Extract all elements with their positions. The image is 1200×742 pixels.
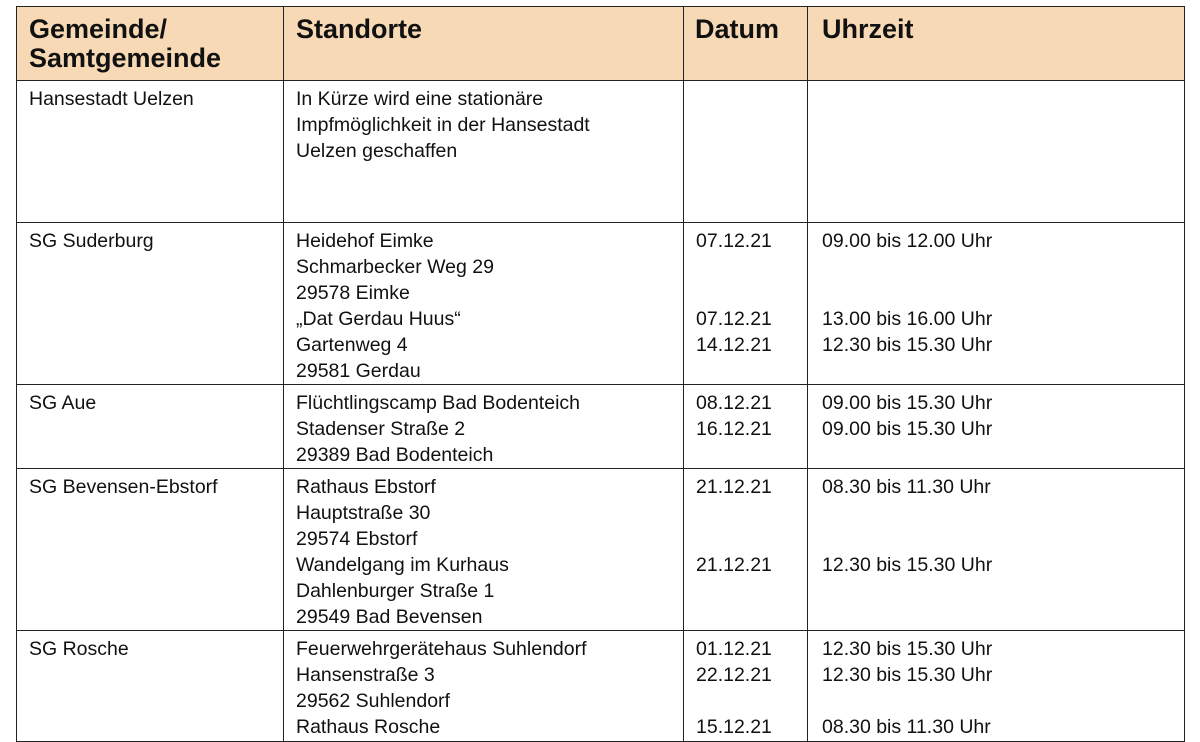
datum-line <box>696 254 807 280</box>
uhrzeit-line: 12.30 bis 15.30 Uhr <box>822 554 993 576</box>
standort-line: Gartenweg 4 <box>296 334 408 356</box>
uhrzeit-line <box>822 86 1184 112</box>
cell-standorte <box>284 631 684 742</box>
standort-line: In Kürze wird eine stationäre <box>296 88 544 110</box>
uhrzeit-line <box>822 358 1184 384</box>
datum-line <box>696 500 807 526</box>
datum-line <box>696 138 807 164</box>
header-standorte: Standorte <box>284 7 684 81</box>
standort-line: Hansenstraße 3 <box>296 664 435 686</box>
uhrzeit-line <box>822 688 1184 714</box>
standort-line: Uelzen geschaffen <box>296 140 458 162</box>
uhrzeit-line: 09.00 bis 15.30 Uhr <box>822 418 993 440</box>
table-row <box>17 81 1185 223</box>
standort-line: Feuerwehrgerätehaus Suhlendorf <box>296 638 587 660</box>
uhrzeit-line: 12.30 bis 15.30 Uhr <box>822 334 993 356</box>
uhrzeit-line <box>822 254 1184 280</box>
standort-line: Dahlenburger Straße 1 <box>296 580 495 602</box>
cell-gemeinde: SG Suderburg <box>17 223 284 385</box>
uhrzeit-line <box>822 500 1184 526</box>
datum-line: 07.12.21 <box>696 308 772 330</box>
cell-datum <box>684 223 808 385</box>
uhrzeit-line: 08.30 bis 11.30 Uhr <box>822 716 991 738</box>
vaccination-schedule-table <box>16 6 1185 742</box>
datum-line <box>696 86 807 112</box>
cell-gemeinde: SG Rosche <box>17 631 284 742</box>
standort-line: Rathaus Rosche <box>296 716 441 738</box>
header-gemeinde-line2: Samtgemeinde <box>29 43 222 73</box>
cell-datum <box>684 469 808 631</box>
datum-line: 16.12.21 <box>696 418 772 440</box>
header-gemeinde-line1: Gemeinde/ <box>29 14 168 44</box>
datum-line: 22.12.21 <box>696 664 772 686</box>
standort-line: Wandelgang im Kurhaus <box>296 554 509 576</box>
standort-line: Hauptstraße 30 <box>296 502 431 524</box>
datum-line: 01.12.21 <box>696 638 772 660</box>
cell-standorte <box>284 385 684 469</box>
datum-line: 21.12.21 <box>696 476 772 498</box>
uhrzeit-line <box>822 526 1184 552</box>
uhrzeit-line: 13.00 bis 16.00 Uhr <box>822 308 993 330</box>
cell-standorte <box>284 81 684 223</box>
standort-line: Rathaus Ebstorf <box>296 476 436 498</box>
datum-line: 15.12.21 <box>696 716 772 738</box>
cell-gemeinde: Hansestadt Uelzen <box>17 81 284 223</box>
uhrzeit-line <box>822 280 1184 306</box>
standort-line: 29578 Eimke <box>296 282 410 304</box>
datum-line <box>696 604 807 630</box>
uhrzeit-line <box>822 112 1184 138</box>
datum-line: 21.12.21 <box>696 554 772 576</box>
header-gemeinde <box>17 7 284 81</box>
datum-line <box>696 358 807 384</box>
table-row <box>17 385 1185 469</box>
datum-line: 08.12.21 <box>696 392 772 414</box>
uhrzeit-line: 12.30 bis 15.30 Uhr <box>822 638 993 660</box>
uhrzeit-line: 09.00 bis 15.30 Uhr <box>822 392 993 414</box>
standort-line: 29581 Gerdau <box>296 360 421 382</box>
cell-uhrzeit <box>808 81 1185 223</box>
cell-datum <box>684 81 808 223</box>
uhrzeit-line: 12.30 bis 15.30 Uhr <box>822 664 993 686</box>
cell-uhrzeit <box>808 631 1185 742</box>
cell-uhrzeit <box>808 223 1185 385</box>
uhrzeit-line <box>822 604 1184 630</box>
datum-line <box>696 578 807 604</box>
header-uhrzeit: Uhrzeit <box>808 7 1185 81</box>
datum-line: 14.12.21 <box>696 334 772 356</box>
uhrzeit-line <box>822 442 1184 468</box>
standort-line: 29389 Bad Bodenteich <box>296 444 494 466</box>
datum-line <box>696 280 807 306</box>
table-row <box>17 631 1185 742</box>
standort-line: Schmarbecker Weg 29 <box>296 256 494 278</box>
cell-datum <box>684 385 808 469</box>
uhrzeit-line <box>822 578 1184 604</box>
table-body <box>17 81 1185 742</box>
uhrzeit-line: 08.30 bis 11.30 Uhr <box>822 476 991 498</box>
uhrzeit-line: 09.00 bis 12.00 Uhr <box>822 230 993 252</box>
cell-standorte <box>284 223 684 385</box>
cell-uhrzeit <box>808 469 1185 631</box>
standort-line: Impfmöglichkeit in der Hansestadt <box>296 114 590 136</box>
standort-line: 29562 Suhlendorf <box>296 690 450 712</box>
standort-line: „Dat Gerdau Huus“ <box>296 308 461 330</box>
table-row <box>17 223 1185 385</box>
datum-line <box>696 526 807 552</box>
standort-line: 29574 Ebstorf <box>296 528 418 550</box>
header-datum: Datum <box>684 7 808 81</box>
datum-line <box>696 688 807 714</box>
uhrzeit-line <box>822 138 1184 164</box>
standort-line: Stadenser Straße 2 <box>296 418 466 440</box>
cell-gemeinde: SG Aue <box>17 385 284 469</box>
cell-datum <box>684 631 808 742</box>
standort-line: Flüchtlingscamp Bad Bodenteich <box>296 392 580 414</box>
cell-gemeinde: SG Bevensen-Ebstorf <box>17 469 284 631</box>
cell-standorte <box>284 469 684 631</box>
cell-uhrzeit <box>808 385 1185 469</box>
datum-line <box>696 112 807 138</box>
standort-line: 29549 Bad Bevensen <box>296 606 483 628</box>
datum-line <box>696 442 807 468</box>
table-row <box>17 469 1185 631</box>
standort-line: Heidehof Eimke <box>296 230 434 252</box>
datum-line: 07.12.21 <box>696 230 772 252</box>
header-row <box>17 7 1185 81</box>
